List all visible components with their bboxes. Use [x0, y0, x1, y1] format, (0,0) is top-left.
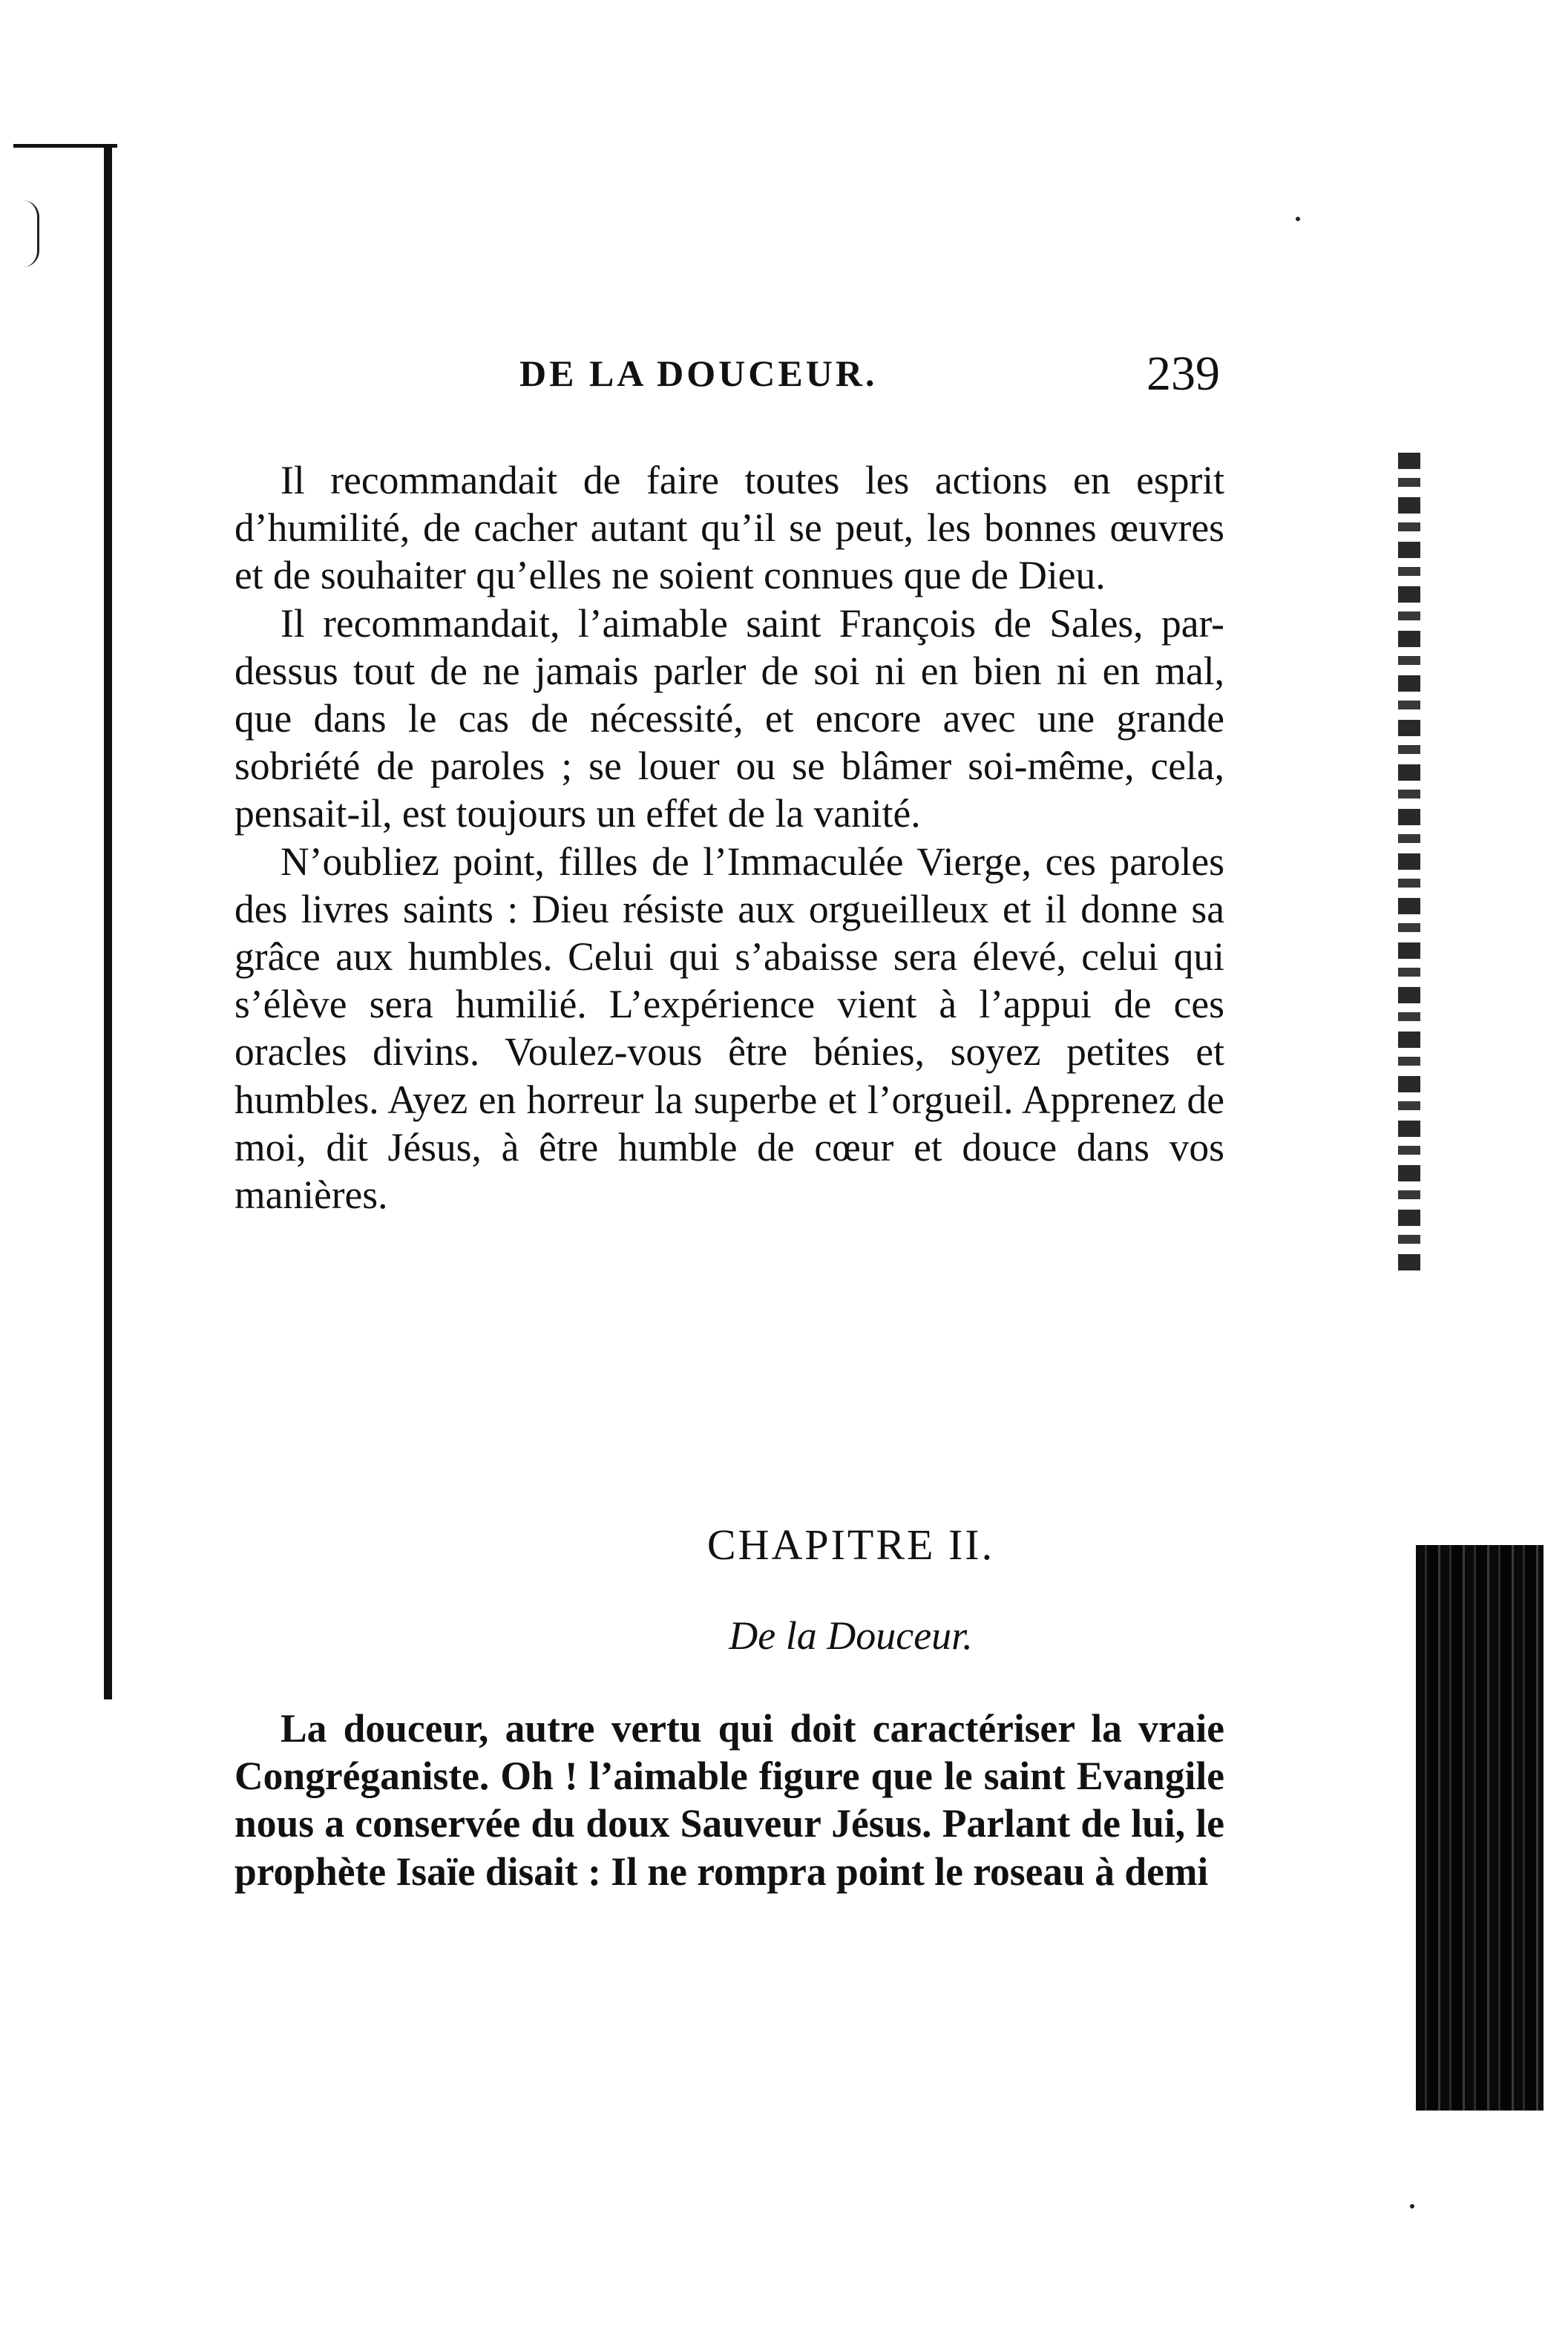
paragraph: Il recommandait, l’aimable saint François de Sales, par-dessus tout de ne jamais parler de soi ni en bien ni en mal, que dans le cas de nécessité, et encore avec une grande sobriété de paroles ; se louer ou se blâmer soi-même, cela, pensait-il, est toujours un effet de la vanité.	[234, 600, 1224, 836]
scan-edge-left-mark	[19, 200, 39, 267]
page-number: 239	[1147, 347, 1220, 401]
chapter-subtitle: De la Douceur.	[729, 1613, 973, 1658]
chapter-heading: CHAPITRE II.	[706, 1521, 995, 1569]
scan-speck	[1410, 2204, 1414, 2208]
scan-speck	[1296, 217, 1300, 221]
running-title: DE LA DOUCEUR.	[519, 352, 878, 394]
paragraph: N’oubliez point, filles de l’Immaculée Vierge, ces paroles des livres saints : Dieu résiste aux orgueilleux et il donne sa grâce aux humbles. Celui qui s’abaisse sera élevé, celui qui s’élève sera humilié. L’expérience vient à l’appui de ces oracles divins. Voulez-vous être bénies, soyez petites et humbles. Ayez en horreur la superbe et l’orgueil. Apprenez de moi, dit Jésus, à être humble de cœur et douce dans vos manières.	[234, 839, 1224, 1218]
scan-edge-top-rule	[13, 144, 117, 148]
paragraph: La douceur, autre vertu qui doit caractériser la vraie Congréganiste. Oh ! l’aimable figure que le saint Evangile nous a conservée du doux Sauveur Jésus. Parlant de lui, le prophète Isaïe disait : Il ne rompra point le roseau à demi	[234, 1706, 1224, 1894]
scan-edge-left-bar	[104, 145, 112, 1699]
chapter-text-block	[234, 1705, 1224, 1895]
scan-edge-right-ticks	[1398, 453, 1420, 1276]
text-block	[234, 456, 1224, 1219]
running-head	[519, 346, 1220, 405]
paragraph: Il recommandait de faire toutes les actions en esprit d’humilité, de cacher autant qu’il se peut, les bonnes œuvres et de souhaiter qu’elles ne soient connues que de Dieu.	[234, 458, 1224, 598]
